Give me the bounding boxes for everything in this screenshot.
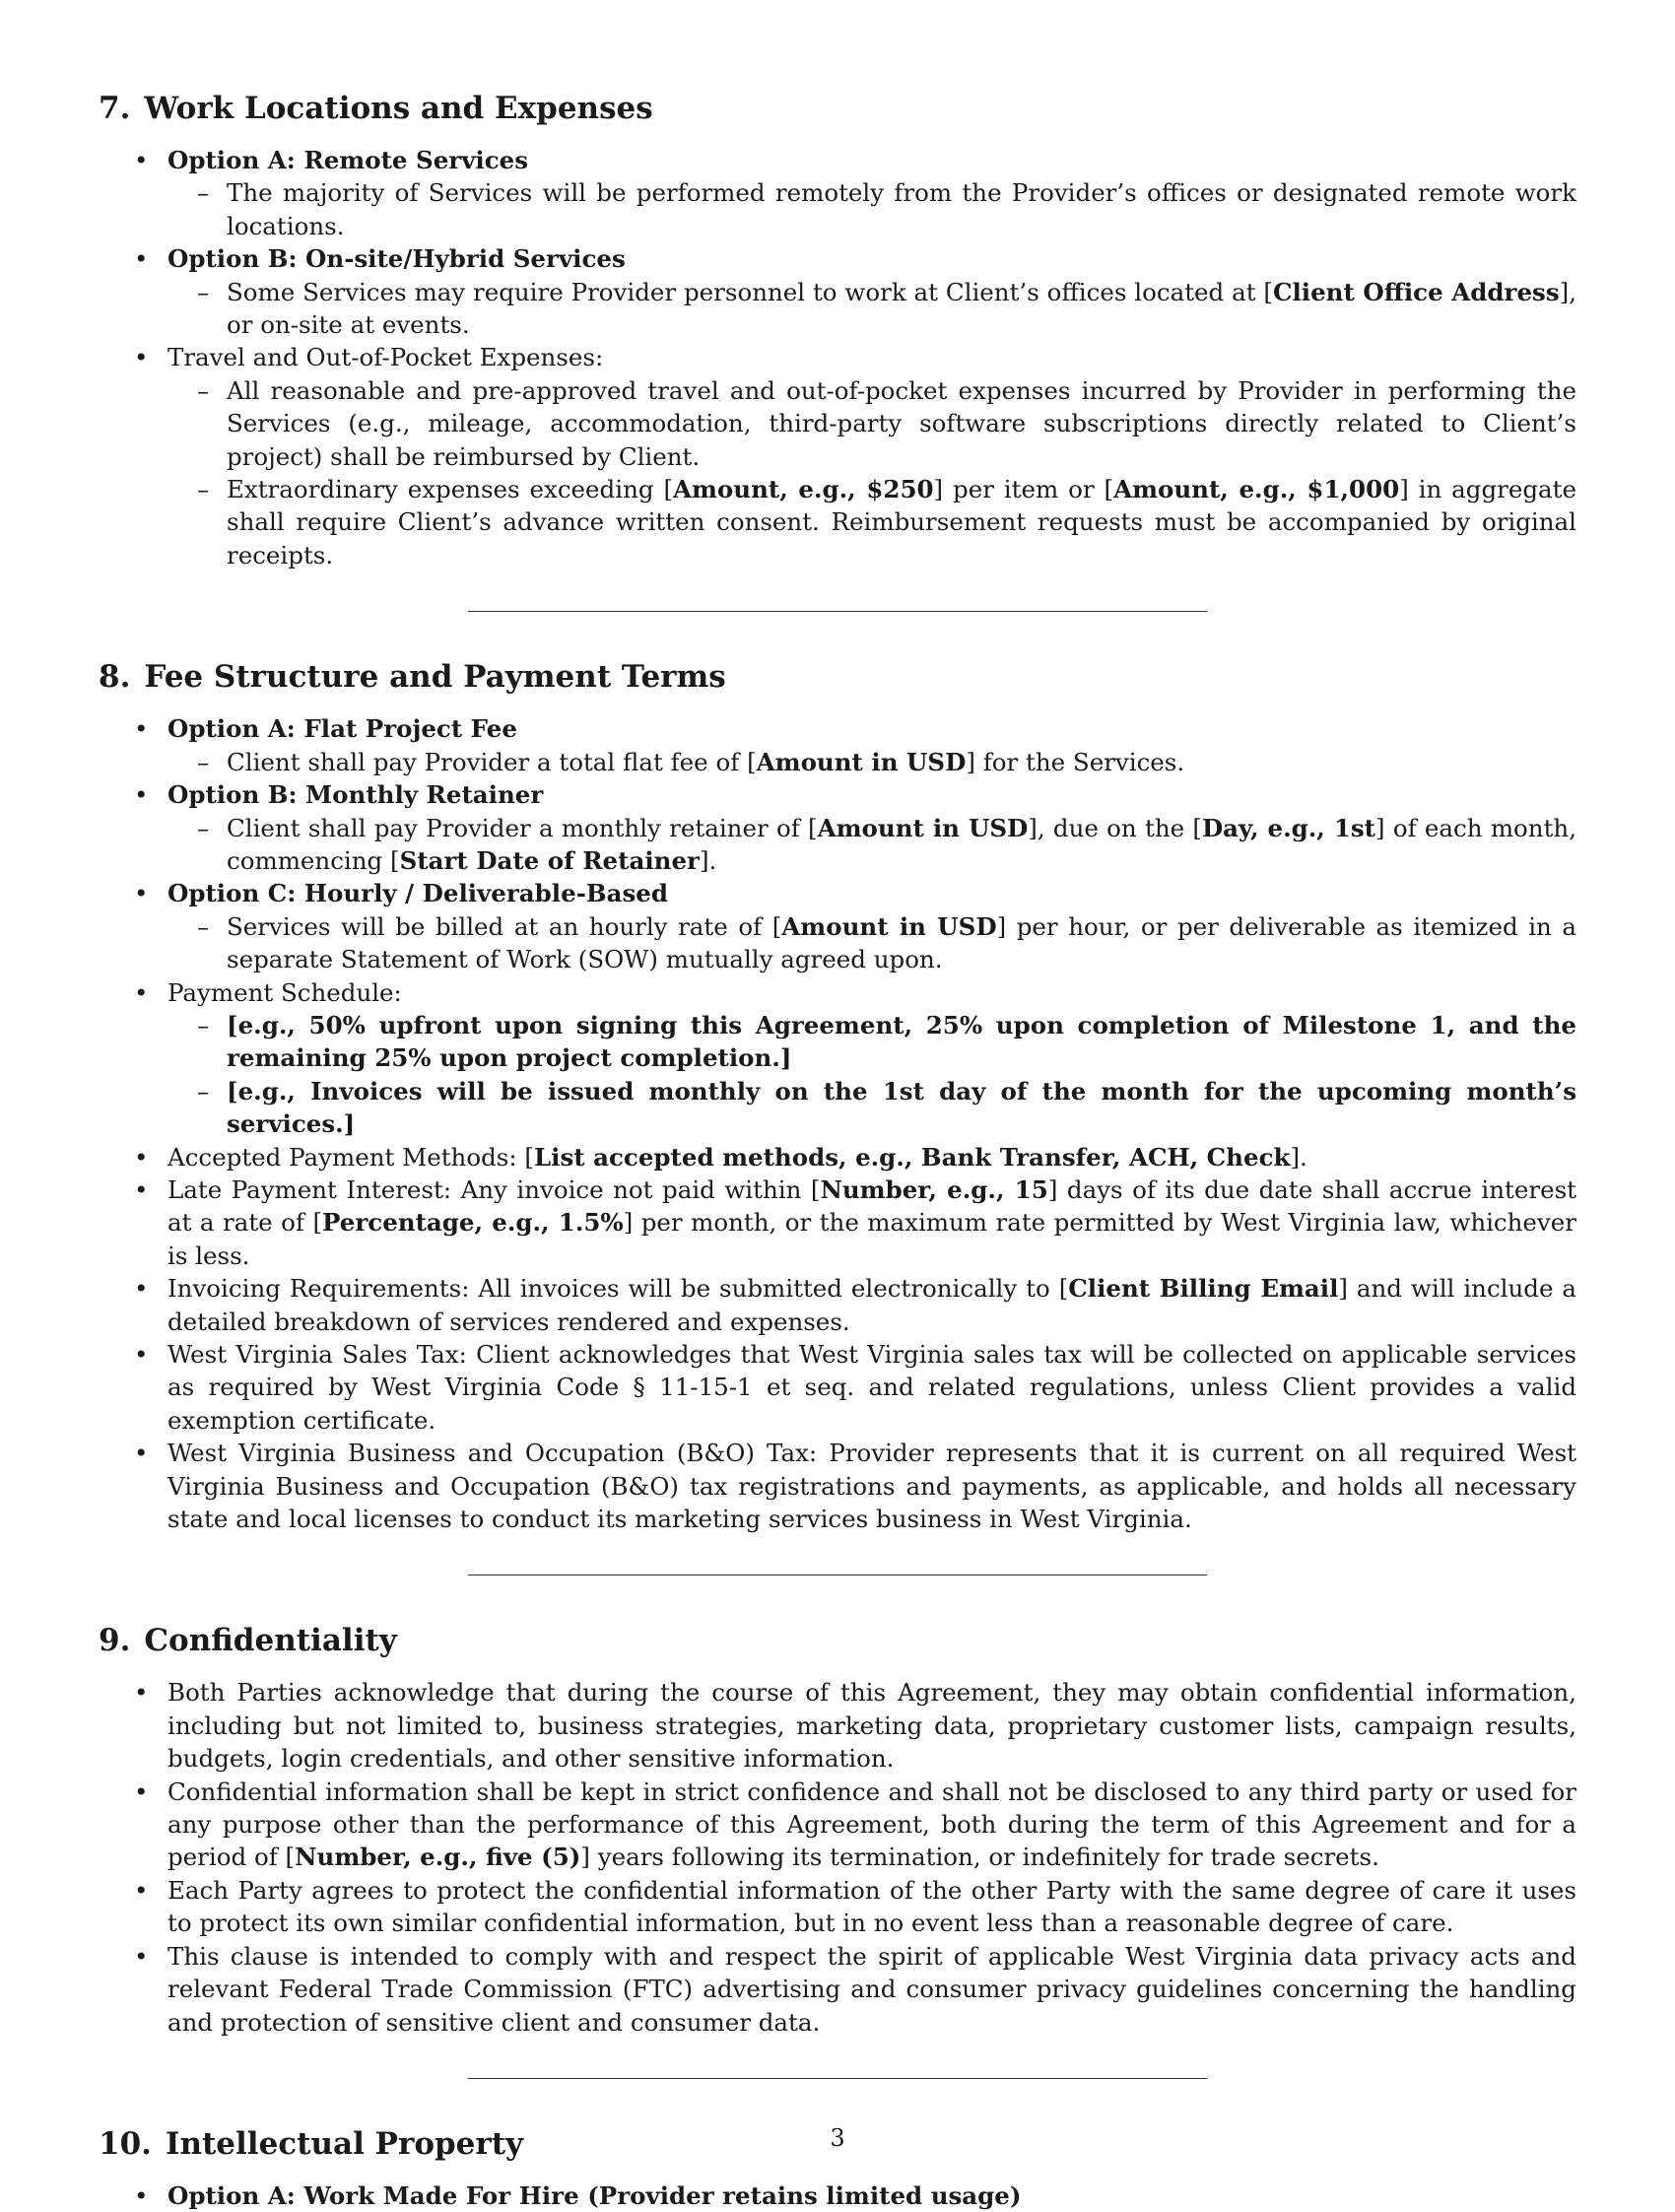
list-item: • Invoicing Requirements: All invoices will be submitted electronically to [Client Billing Email] and will include a detailed breakdown of services rendered and expenses. xyxy=(99,1272,1576,1338)
list-item: • Accepted Payment Methods: [List accepted methods, e.g., Bank Transfer, ACH, Check]. xyxy=(99,1141,1576,1173)
list-item: • Each Party agrees to protect the confidential information of the other Party with the same degree of care it uses to protect its own similar confidential information, but in no event less than a reasonable degree of care. xyxy=(99,1874,1576,1940)
bullet-list xyxy=(99,1676,1576,2038)
list-item: – Client shall pay Provider a monthly retainer of [Amount in USD], due on the [Day, e.g., 1st] of each month, commencing [Start Date of Retainer]. xyxy=(168,812,1576,878)
list-item: • Payment Schedule: – [e.g., 50% upfront upon signing this Agreement, 25% upon completion of Milestone 1, and the remaining 25% upon project completion.] – [e.g., Invoices will be issued monthly on the 1st day of the month for the upcoming month’s services.] xyxy=(99,976,1576,1141)
list-item: • Confidential information shall be kept in strict confidence and shall not be disclosed to any third party or used for any purpose other than the performance of this Agreement, both during the term of this Agreement and for a period of [Number, e.g., five (5)] years following its termination, or indefinitely for trade secrets. xyxy=(99,1776,1576,1874)
list-item: • Both Parties acknowledge that during the course of this Agreement, they may obtain confidential information, including but not limited to, business strategies, marketing data, proprietary customer lists, campaign results, budgets, login credentials, and other sensitive information. xyxy=(99,1676,1576,1775)
list-item: – Client shall pay Provider a total flat fee of [Amount in USD] for the Services. xyxy=(168,746,1576,778)
list-item: – Services will be billed at an hourly rate of [Amount in USD] per hour, or per deliverable as itemized in a separate Statement of Work (SOW) mutually agreed upon. xyxy=(168,910,1576,976)
bullet-list xyxy=(99,144,1576,571)
list-item: – Extraordinary expenses exceeding [Amount, e.g., $250] per item or [Amount, e.g., $1,000] in aggregate shall require Client’s advance written consent. Reimbursement requests must be accompanied by original receipts. xyxy=(168,473,1576,571)
section-8 xyxy=(99,657,1576,1535)
list-item: • Option A: Flat Project Fee – Client shall pay Provider a total flat fee of [Amount in USD] for the Services. xyxy=(99,712,1576,778)
section-7 xyxy=(99,89,1576,571)
list-item: • This clause is intended to comply with and respect the spirit of applicable West Virginia data privacy acts and relevant Federal Trade Commission (FTC) advertising and consumer privacy guidelines concerning the handling and protection of sensitive client and consumer data. xyxy=(99,1940,1576,2039)
bullet-list xyxy=(99,712,1576,1535)
list-item: – [e.g., 50% upfront upon signing this Agreement, 25% upon completion of Milestone 1, and the remaining 25% upon project completion.] xyxy=(168,1009,1576,1075)
list-item: • Option B: On-site/Hybrid Services – Some Services may require Provider personnel to work at Client’s offices located at [Client Office Address], or on-site at events. xyxy=(99,242,1576,341)
section-divider xyxy=(468,2078,1207,2079)
section-heading: 10. Intellectual Property xyxy=(99,2125,524,2162)
section-9 xyxy=(99,1621,1576,2038)
list-item: – All reasonable and pre-approved travel and out-of-pocket expenses incurred by Provider in performing the Services (e.g., mileage, accommodation, third-party software subscriptions directly related to Client’s project) shall be reimbursed by Client. xyxy=(168,374,1576,473)
list-item: • Late Payment Interest: Any invoice not paid within [Number, e.g., 15] days of its due date shall accrue interest at a rate of [Percentage, e.g., 1.5%] per month, or the maximum rate permitted by West Virginia law, whichever is less. xyxy=(99,1173,1576,1272)
list-item: • West Virginia Sales Tax: Client acknowledges that West Virginia sales tax will be collected on applicable services as required by West Virginia Code § 11-15-1 et seq. and related regulations, unless Client provides a valid exemption certificate. xyxy=(99,1338,1576,1437)
section-divider xyxy=(468,611,1207,612)
section-heading: 9. Confidentiality xyxy=(99,1623,397,1659)
list-item: • West Virginia Business and Occupation (B&O) Tax: Provider represents that it is current on all required West Virginia Business and Occupation (B&O) tax registrations and payments, as applicable, and holds all necessary state and local licenses to conduct its marketing services business in West Virginia. xyxy=(99,1437,1576,1535)
list-item: • Option B: Monthly Retainer – Client shall pay Provider a monthly retainer of [Amount in USD], due on the [Day, e.g., 1st] of each month, commencing [Start Date of Retainer]. xyxy=(99,778,1576,877)
bullet-list xyxy=(99,2179,1576,2212)
page-number: 3 xyxy=(830,2124,845,2152)
section-heading: 7. Work Locations and Expenses xyxy=(99,91,653,126)
list-item: • Option A: Work Made For Hire (Provider retains limited usage) xyxy=(99,2179,1576,2212)
list-item: • Option C: Hourly / Deliverable-Based – Services will be billed at an hourly rate of [Amount in USD] per hour, or per deliverable as itemized in a separate Statement of Work (SOW) mutually agreed upon. xyxy=(99,877,1576,975)
document-page xyxy=(99,89,1576,2212)
list-item: – Some Services may require Provider personnel to work at Client’s offices located at [Client Office Address], or on-site at events. xyxy=(168,276,1576,342)
list-item: – The majority of Services will be performed remotely from the Provider’s offices or designated remote work locations. xyxy=(168,176,1576,242)
list-item: • Travel and Out-of-Pocket Expenses: – All reasonable and pre-approved travel and out-of-pocket expenses incurred by Provider in performing the Services (e.g., mileage, accommodation, third-party software subscriptions directly related to Client’s project) shall be reimbursed by Client. – Extraordinary expenses exceeding [Amount, e.g., $250] per item or [Amount, e.g., $1,000] in aggregate shall require Client’s advance written consent. Reimbursement requests must be accompanied by original receipts. xyxy=(99,341,1576,571)
list-item: – [e.g., Invoices will be issued monthly on the 1st day of the month for the upcoming month’s services.] xyxy=(168,1075,1576,1141)
section-heading: 8. Fee Structure and Payment Terms xyxy=(99,659,726,696)
list-item: • Option A: Remote Services – The majority of Services will be performed remotely from the Provider’s offices or designated remote work locations. xyxy=(99,144,1576,242)
